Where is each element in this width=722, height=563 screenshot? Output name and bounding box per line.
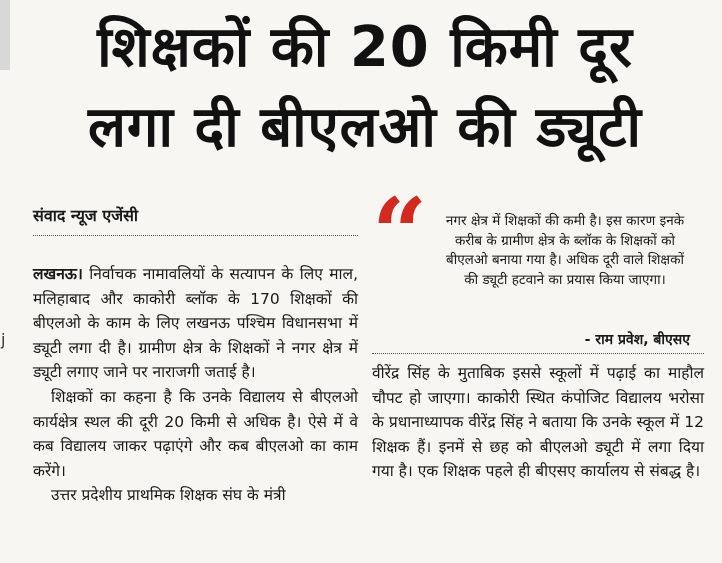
article-column-left <box>33 262 358 508</box>
pullquote-attribution: - राम प्रवेश, बीएसए <box>584 332 690 348</box>
stray-mark: j <box>1 330 6 349</box>
headline <box>20 8 710 168</box>
pullquote-text: नगर क्षेत्र में शिक्षकों की कमी है। इस कारण इनके करीब के ग्रामीण क्षेत्र के ब्लॉक के शिक्षकों को बीएलओ बनाया गया है। अधिक दूरी वाले शिक्षकों की ड्यूटी हटवाने का प्रयास किया जाएगा। <box>445 213 685 288</box>
scan-edge <box>0 0 10 70</box>
article-paragraph-2: शिक्षकों का कहना है कि उनके विद्यालय से बीएलओ कार्यक्षेत्र स्थल की दूरी 20 किमी से अधिक है। ऐसे में वे कब विद्यालय जाकर पढ़ाएंगे और कब बीएलओ का काम करेंगे। <box>33 387 358 480</box>
article-right-paragraph: वीरेंद्र सिंह के मुताबिक इससे स्कूलों में पढ़ाई का माहौल चौपट हो जाएगा। काकोरी स्थित कंपोजिट विद्यालय भरोसा के प्रधानाध्यापक वीरेंद्र सिंह ने बताया कि उनके स्कूल में 12 शिक्षक हैं। इनमें से छह को बीएलओ ड्यूटी में लगा दिया गया है। एक शिक्षक पहले ही बीएसए कार्यालय से संबद्ध है। <box>372 364 704 481</box>
article-column-right <box>372 361 704 484</box>
quote-mark-icon: “ <box>372 177 428 290</box>
article-paragraph-1 <box>33 262 358 385</box>
headline-line-1: शिक्षकों की 20 किमी दूर <box>97 15 633 80</box>
article-paragraph-3: उत्तर प्रदेशीय प्राथमिक शिक्षक संघ के मंत्री <box>51 486 286 505</box>
byline: संवाद न्यूज एजेंसी <box>33 206 139 225</box>
article-paragraph-1-text: निर्वाचक नामावलियों के सत्यापन के लिए माल, मलिहाबाद और काकोरी ब्लॉक के 170 शिक्षकों की बीएलओ के काम के लिए लखनऊ पश्चिम विधानसभा में ड्यूटी लगा दी है। ग्रामीण क्षेत्र के शिक्षकों ने नगर क्षेत्र में ड्यूटी लगाए जाने पर नाराजगी जताई है। <box>33 265 358 382</box>
byline-divider <box>33 235 358 236</box>
dateline: लखनऊ। <box>33 265 83 283</box>
headline-line-2: लगा दी बीएलओ की ड्यूटी <box>87 95 643 160</box>
pullquote-divider <box>372 353 704 354</box>
